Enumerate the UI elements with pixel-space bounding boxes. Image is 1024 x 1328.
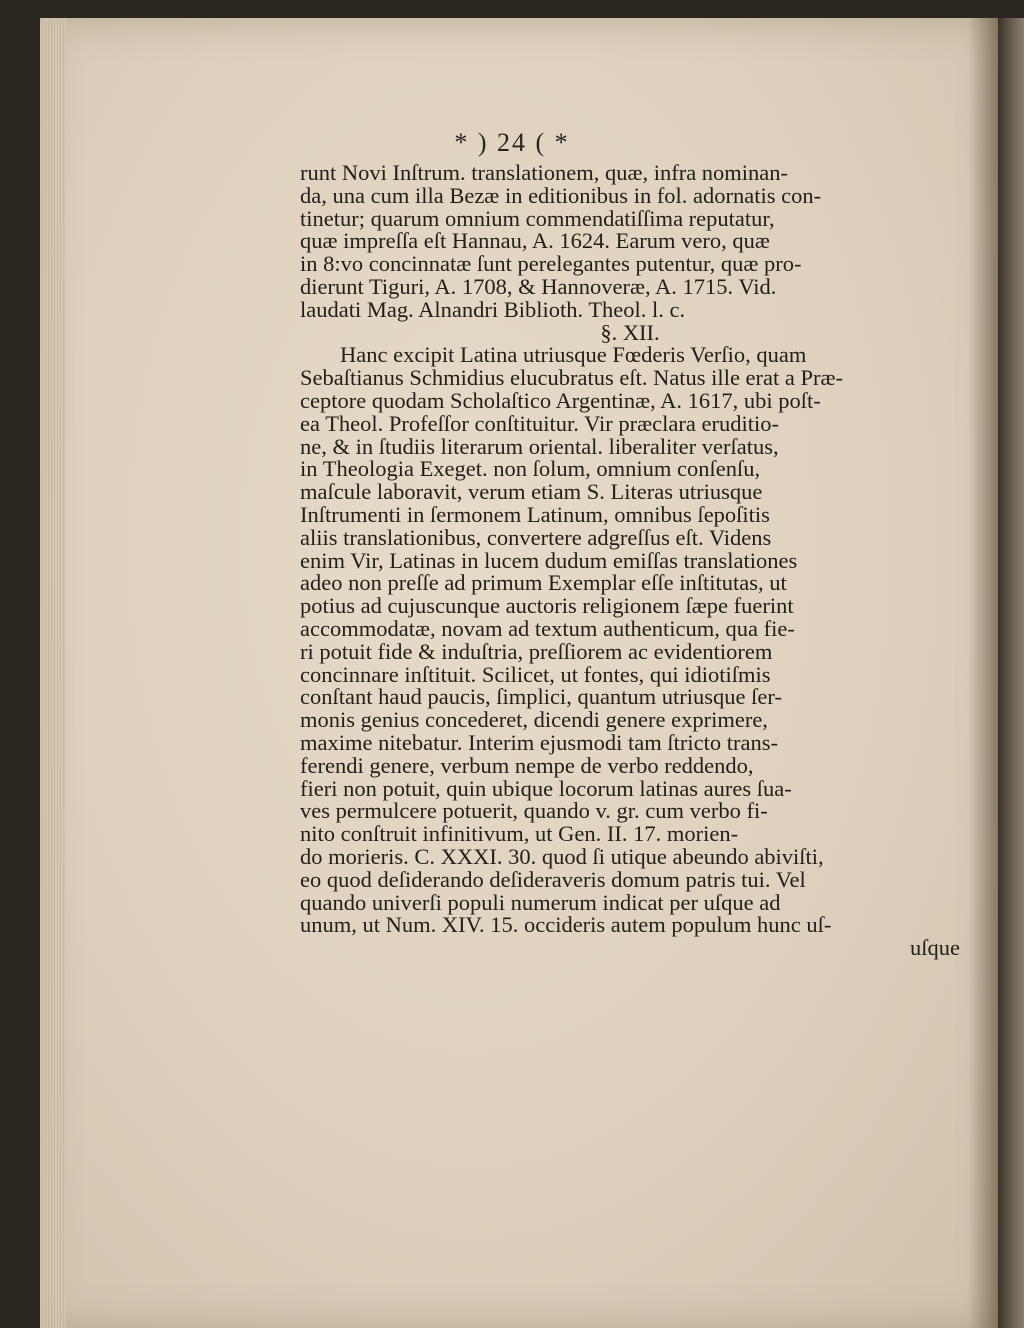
text-line: maxime nitebatur. Interim ejusmodi tam ſtricto trans-: [300, 729, 779, 755]
page-gutter-shadow: [968, 18, 998, 1328]
text-line: enim Vir, Latinas in lucem dudum emiſſas translationes: [300, 547, 798, 573]
text-line: ferendi genere, verbum nempe de verbo reddendo,: [300, 752, 754, 778]
text-line: quæ impreſſa eſt Hannau, A. 1624. Earum vero, quæ: [300, 228, 770, 254]
text-line: potius ad cujuscunque auctoris religionem ſæpe fuerint: [300, 593, 794, 619]
page-header: * ) 24 ( *: [454, 128, 570, 157]
text-line: ea Theol. Profeſſor conſtituitur. Vir præclara eruditio-: [300, 410, 779, 436]
text-line: tinetur; quarum omnium commendatiſſima reputatur,: [300, 205, 775, 231]
page-body: [300, 162, 960, 960]
text-line: runt Novi Inſtrum. translationem, quæ, infra nominan-: [300, 160, 789, 185]
page-edge: [40, 18, 66, 1328]
text-line: laudati Mag. Alnandri Biblioth. Theol. l. c.: [300, 296, 686, 322]
catchword: uſque: [910, 935, 960, 961]
text-line: adeo non preſſe ad primum Exemplar eſſe inſtitutas, ut: [300, 570, 787, 596]
text-line: monis genius concederet, dicendi genere exprimere,: [300, 707, 768, 733]
text-line: do morieris. C. XXXI. 30. quod ſi utique abeundo abiviſti,: [300, 843, 824, 869]
text-line: accommodatæ, novam ad textum authenticum, qua fie-: [300, 615, 795, 641]
text-line: in Theologia Exeget. non ſolum, omnium conſenſu,: [300, 456, 761, 482]
text-line: aliis translationibus, convertere adgreſſus eſt. Videns: [300, 524, 772, 550]
text-line: in 8:vo concinnatæ ſunt perelegantes putentur, quæ pro-: [300, 251, 802, 277]
text-line: ceptore quodam Scholaſtico Argentinæ, A. 1617, ubi poſt-: [300, 387, 821, 413]
text-line: Hanc excipit Latina utriusque Fœderis Verſio, quam: [340, 342, 807, 368]
text-line: fieri non potuit, quin ubique locorum latinas aures ſua-: [300, 775, 792, 801]
text-line: conſtant haud paucis, ſimplici, quantum utriusque ſer-: [300, 684, 782, 710]
section-heading: §. XII.: [600, 319, 660, 345]
text-line: ri potuit fide & induſtria, preſſiorem ac evidentiorem: [300, 638, 773, 664]
text-line: dierunt Tiguri, A. 1708, & Hannoveræ, A. 1715. Vid.: [300, 273, 777, 299]
text-line: concinnare inſtituit. Scilicet, ut fontes, qui idiotiſmis: [300, 661, 771, 687]
text-line: nito conſtruit infinitivum, ut Gen. II. 17. morien-: [300, 821, 739, 847]
text-line: Inſtrumenti in ſermonem Latinum, omnibus ſepoſitis: [300, 501, 770, 527]
text-line: maſcule laboravit, verum etiam S. Literas utriusque: [300, 479, 763, 505]
text-line: eo quod deſiderando deſideraveris domum patris tui. Vel: [300, 866, 806, 892]
text-line: quando univerſi populi numerum indicat per uſque ad: [300, 889, 781, 915]
text-line: da, una cum illa Bezæ in editionibus in fol. adornatis con-: [300, 182, 822, 208]
text-line: unum, ut Num. XIV. 15. occideris autem populum hunc uſ-: [300, 912, 832, 938]
text-line: ves permulcere potuerit, quando v. gr. cum verbo fi-: [300, 798, 768, 824]
facing-page-strip: [998, 18, 1024, 1328]
text-line: Sebaſtianus Schmidius elucubratus eſt. Natus ille erat a Præ-: [300, 365, 844, 391]
text-line: ne, & in ſtudiis literarum oriental. liberaliter verſatus,: [300, 433, 779, 459]
